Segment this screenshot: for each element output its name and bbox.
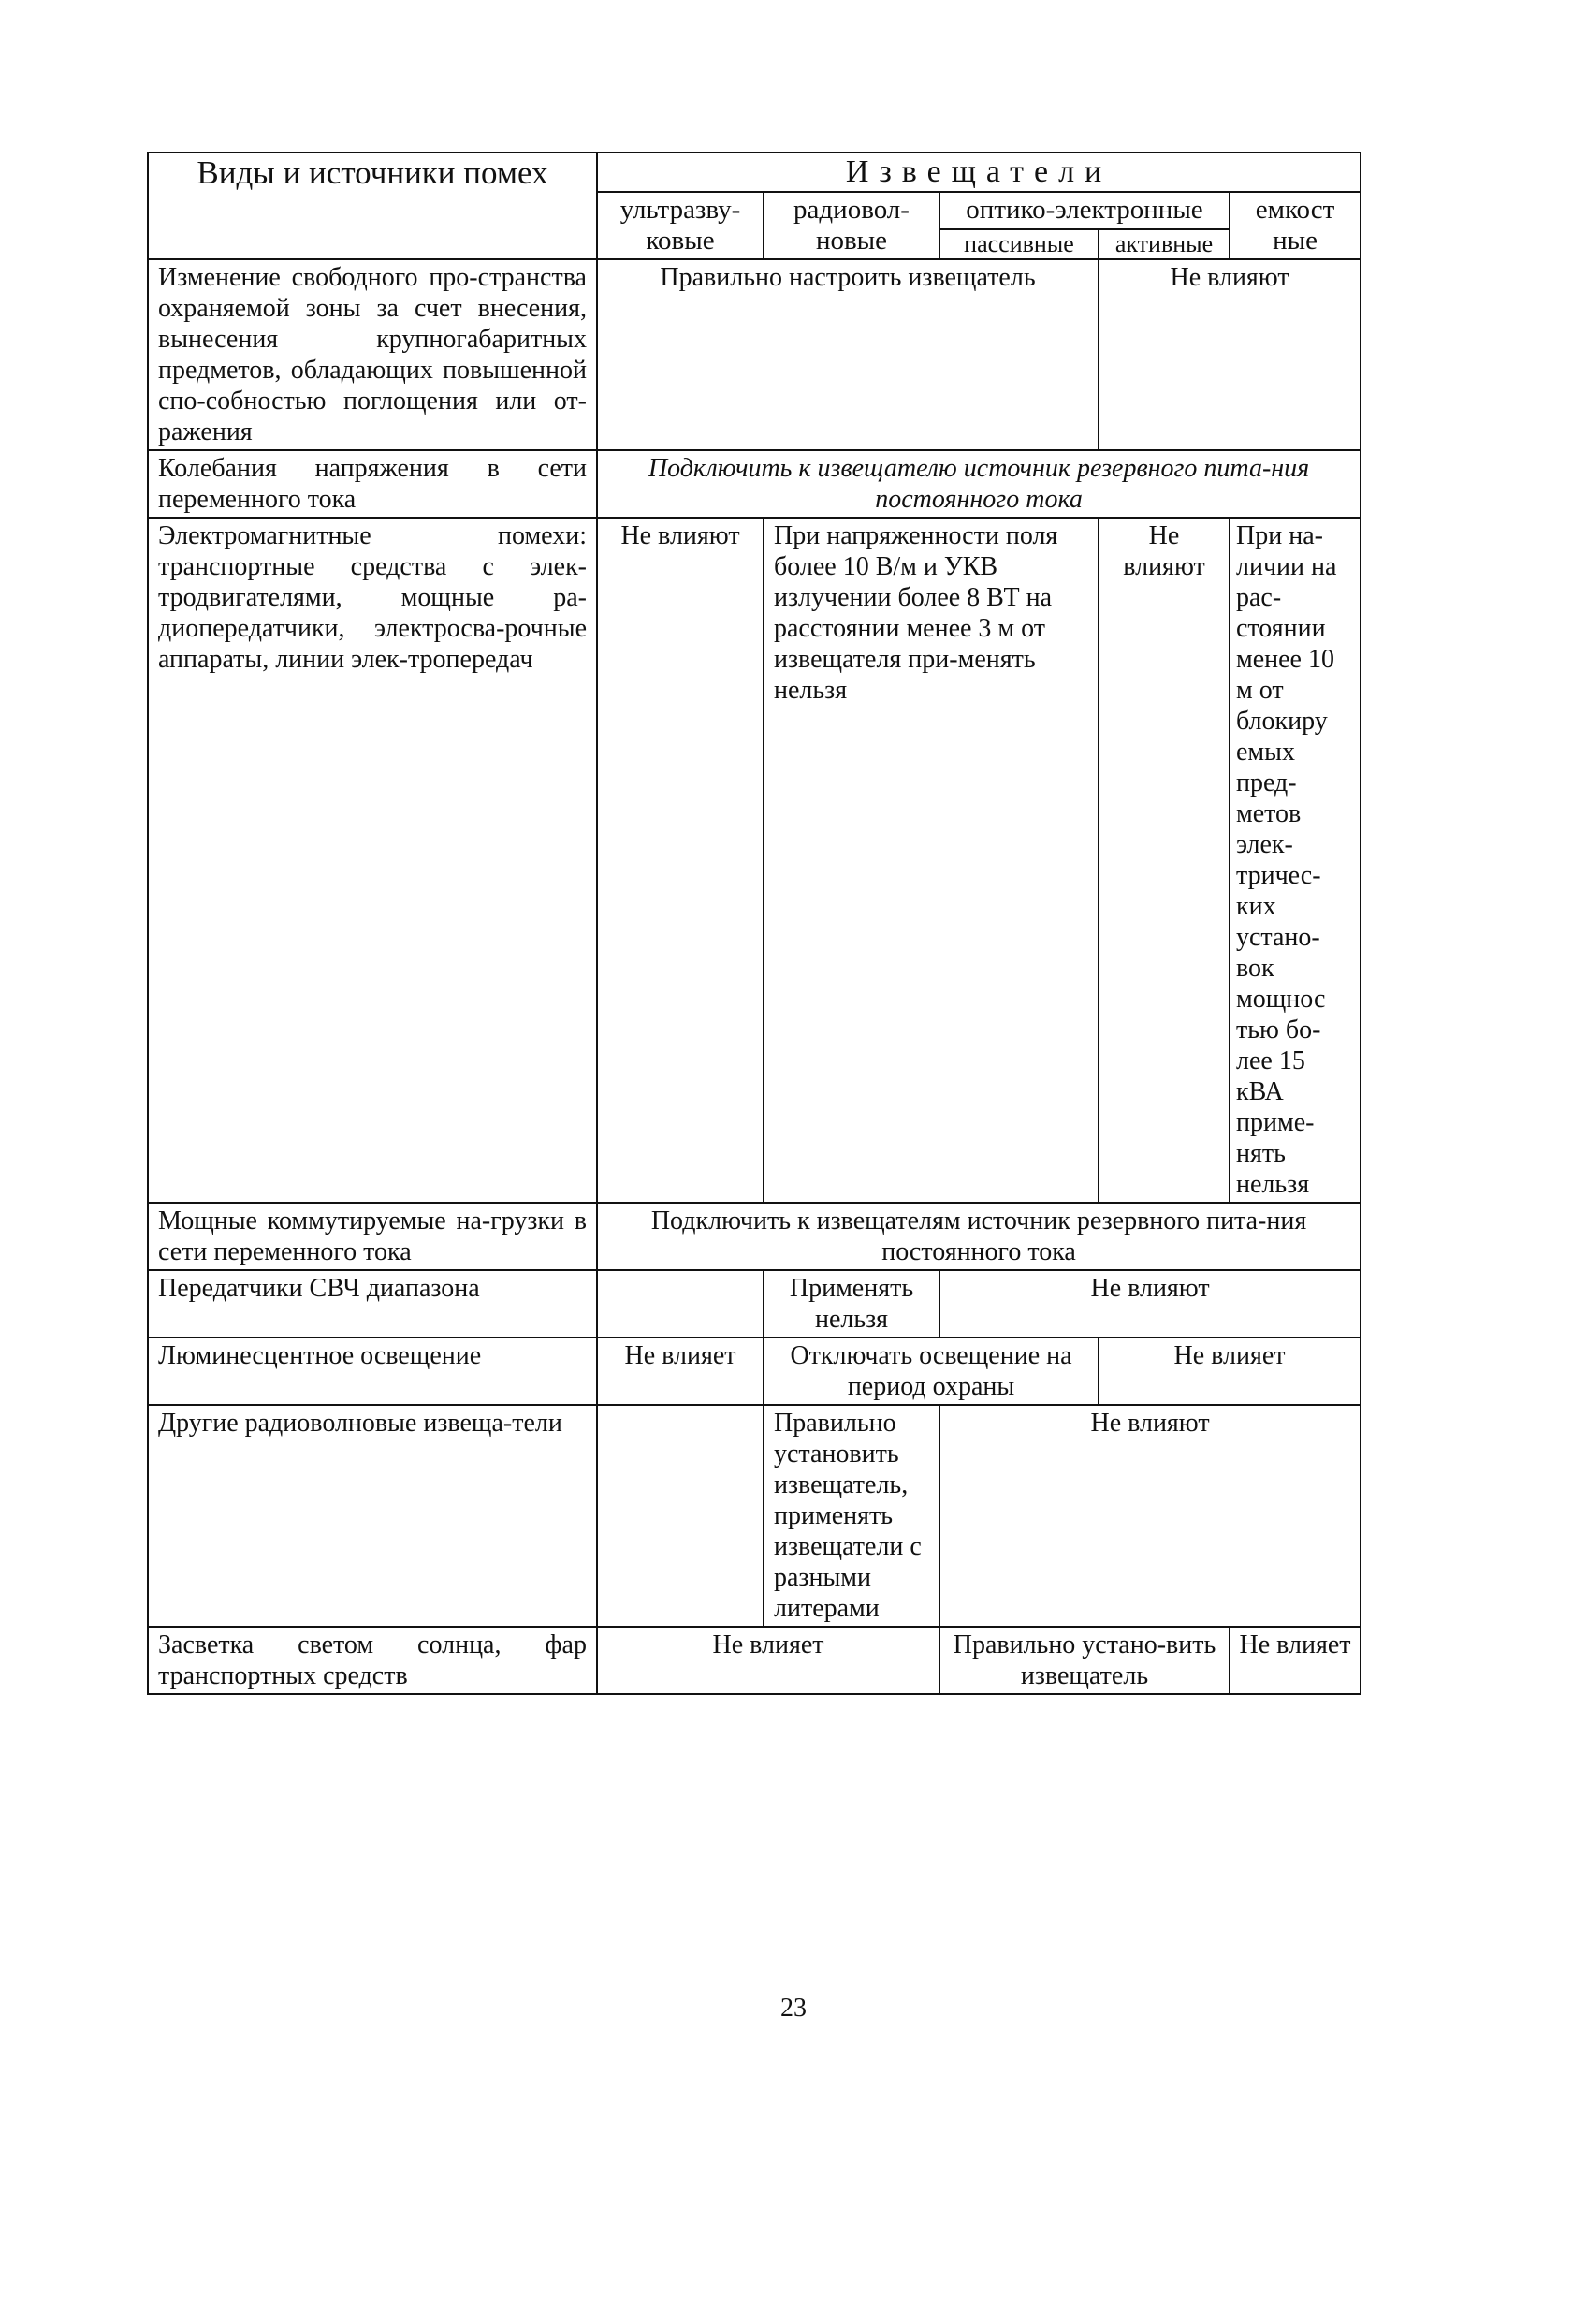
row-cell: Не влияет	[1099, 1337, 1361, 1405]
row-cell: Подключить к извещателю источник резервного пита-ния постоянного тока	[597, 450, 1361, 518]
row-source: Другие радиоволновые извеща-тели	[148, 1405, 597, 1627]
table-row	[148, 450, 1361, 518]
row-cell: Не влияет	[1230, 1627, 1361, 1694]
row-cell	[597, 1405, 764, 1627]
table-row	[148, 1270, 1361, 1337]
header-passive: пассивные	[939, 229, 1099, 259]
row-cell: Не влияет	[597, 1337, 764, 1405]
table-row	[148, 259, 1361, 450]
row-cell: Правильно настроить извещатель	[597, 259, 1099, 450]
row-cell: При напряженности поля более 10 В/м и УКВ излучении более 8 ВТ на расстоянии менее 3 м от извещателя при-менять нельзя	[764, 518, 1099, 1203]
row-cell: Не влияют	[1099, 259, 1361, 450]
row-cell: Отключать освещение на период охраны	[764, 1337, 1099, 1405]
row-cell: Не влияет	[597, 1627, 939, 1694]
row-source: Засветка светом солнца, фар транспортных средств	[148, 1627, 597, 1694]
header-capacitive: емкост ные	[1230, 192, 1361, 259]
row-source: Электромагнитные помехи: транспортные средства с элек-тродвигателями, мощные ра-диопередатчики, электросва-рочные аппараты, линии элек-тропередач	[148, 518, 597, 1203]
table-row	[148, 1405, 1361, 1627]
row-cell: Подключить к извещателям источник резервного пита-ния постоянного тока	[597, 1203, 1361, 1270]
row-cell: Применять нельзя	[764, 1270, 939, 1337]
row-source: Передатчики СВЧ диапазона	[148, 1270, 597, 1337]
row-cell: Не влияют	[939, 1270, 1361, 1337]
table-row	[148, 1203, 1361, 1270]
table-row	[148, 1627, 1361, 1694]
row-source: Люминесцентное освещение	[148, 1337, 597, 1405]
row-cell: Не влияют	[597, 518, 764, 1203]
page-number: 23	[780, 1994, 807, 2023]
header-optoelectronic: оптико-электронные	[939, 192, 1230, 229]
row-cell: Правильно установить извещатель, применять извещатели с разными литерами	[764, 1405, 939, 1627]
row-cell: При на-личии на рас-стоянии менее 10 м от блокиру емых пред-метов элек-тричес-ких устано-вок мощнос тью бо-лее 15 кВА приме-нять нельзя	[1230, 518, 1361, 1203]
row-source: Мощные коммутируемые на-грузки в сети переменного тока	[148, 1203, 597, 1270]
header-ultrasonic: ультразву-ковые	[597, 192, 764, 259]
header-radiowave: радиовол-новые	[764, 192, 939, 259]
row-cell: Не влияют	[939, 1405, 1361, 1627]
row-source: Колебания напряжения в сети переменного тока	[148, 450, 597, 518]
table-row	[148, 518, 1361, 1203]
row-source: Изменение свободного про-странства охраняемой зоны за счет внесения, вынесения крупногабаритных предметов, обладающих повышенной спо-собностью поглощения или от-ражения	[148, 259, 597, 450]
header-detectors: Извещатели	[597, 153, 1361, 192]
header-row-1	[148, 153, 1361, 192]
header-active: активные	[1099, 229, 1230, 259]
row-cell	[597, 1270, 764, 1337]
interference-table	[147, 152, 1361, 1695]
header-sources: Виды и источники помех	[148, 153, 597, 259]
row-cell: Правильно устано-вить извещатель	[939, 1627, 1230, 1694]
row-cell: Не влияют	[1099, 518, 1230, 1203]
table-row	[148, 1337, 1361, 1405]
